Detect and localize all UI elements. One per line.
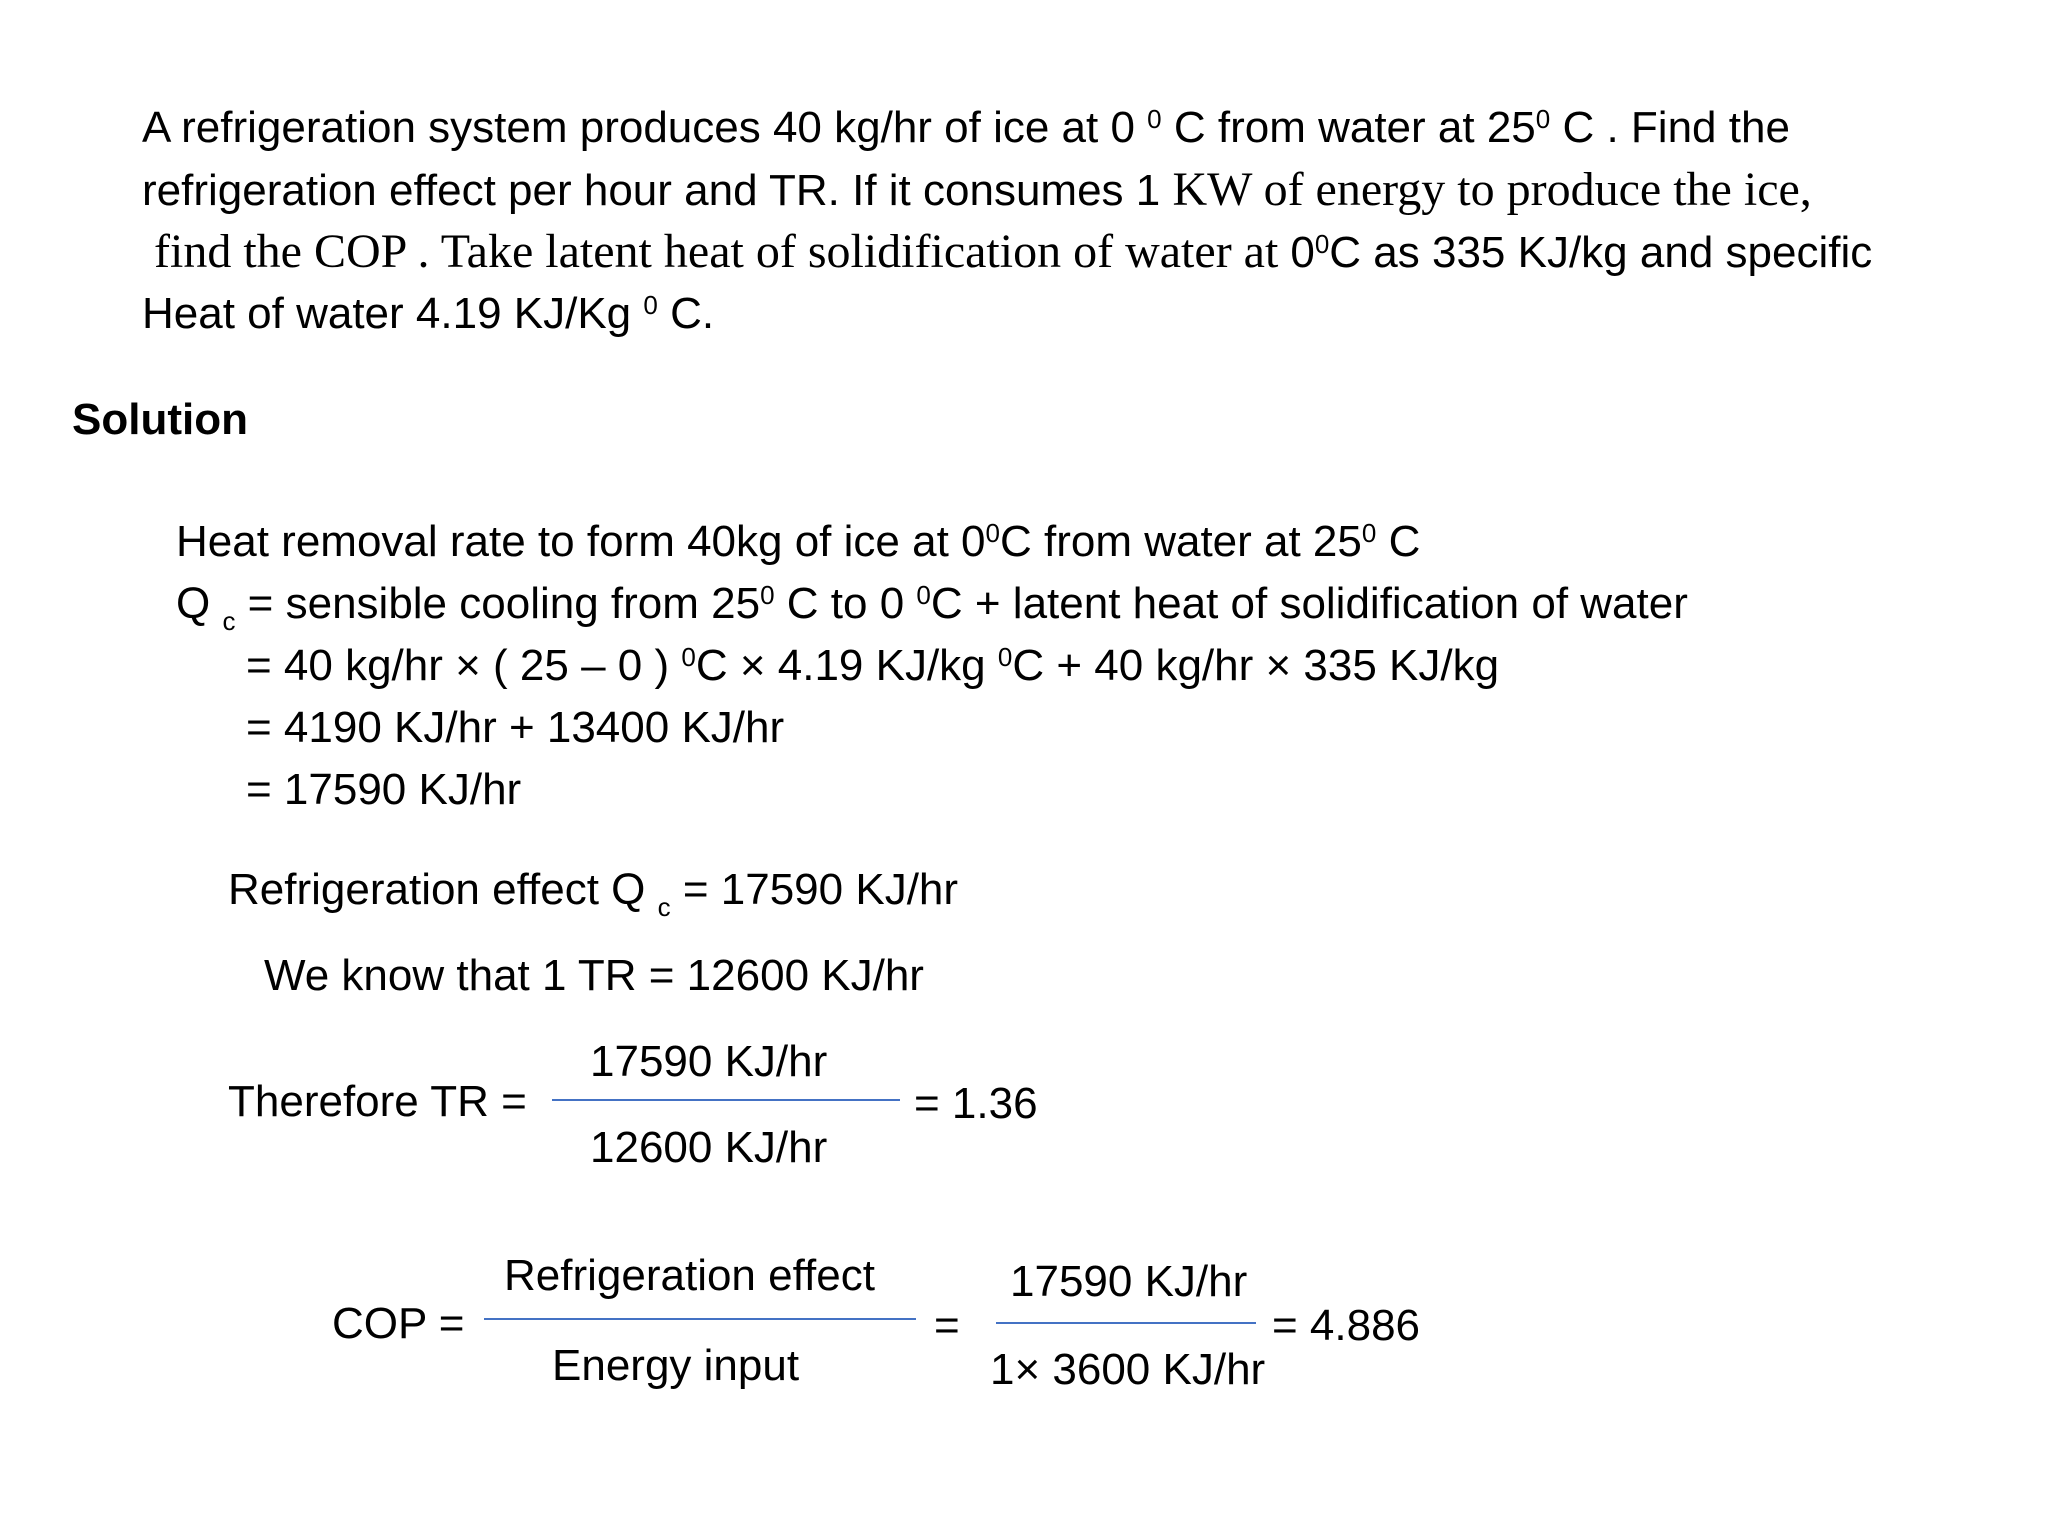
solution-text: C + latent heat of solidification of water <box>930 579 1688 628</box>
solution-line-2 <box>176 576 1688 637</box>
degree-superscript: 0 <box>1361 518 1377 548</box>
solution-text: C × 4.19 KJ/kg <box>695 641 998 690</box>
problem-text-serif: find the COP . Take latent heat of solidification of water at <box>154 225 1291 278</box>
degree-superscript: 0 <box>681 642 696 672</box>
solution-text: C + 40 kg/hr × 335 KJ/kg <box>1012 641 1500 690</box>
cop-label: COP = <box>332 1299 465 1348</box>
problem-line-2 <box>142 162 1812 219</box>
refrig-effect-text: = 17590 KJ/hr <box>670 865 959 914</box>
problem-text-serif: KW of energy to produce the ice, <box>1172 163 1812 216</box>
solution-text: Q <box>176 579 223 628</box>
degree-superscript: 0 <box>1314 229 1330 259</box>
degree-superscript: 0 <box>916 580 931 610</box>
cop-fraction-bar-2 <box>996 1322 1256 1324</box>
cop-numerator-1: Refrigeration effect <box>504 1251 875 1300</box>
degree-superscript: 0 <box>985 518 1000 548</box>
degree-superscript: 0 <box>760 580 775 610</box>
refrig-effect-text: Refrigeration effect Q <box>228 865 658 914</box>
cop-denominator-1: Energy input <box>552 1341 800 1390</box>
refrigeration-effect-line <box>228 862 958 923</box>
tr-numerator: 17590 KJ/hr <box>590 1037 828 1086</box>
solution-text: C from water at 25 <box>999 517 1362 566</box>
solution-heading: Solution <box>72 395 248 444</box>
cop-result: = 4.886 <box>1272 1301 1421 1350</box>
cop-denominator-2: 1× 3600 KJ/hr <box>990 1345 1266 1394</box>
degree-superscript: 0 <box>1535 104 1551 134</box>
problem-text: C . Find the <box>1550 103 1790 152</box>
cop-fraction-bar-1 <box>484 1318 916 1320</box>
tr-label: Therefore TR = <box>228 1077 527 1126</box>
problem-line-3 <box>154 224 1872 286</box>
solution-text: C to 0 <box>774 579 917 628</box>
tr-denominator: 12600 KJ/hr <box>590 1123 828 1172</box>
cop-numerator-2: 17590 KJ/hr <box>1010 1257 1248 1306</box>
solution-text: = sensible cooling from 25 <box>235 579 761 628</box>
solution-text: C <box>1376 517 1421 566</box>
degree-superscript: 0 <box>997 642 1013 672</box>
solution-line-3 <box>246 638 1499 699</box>
degree-superscript: 0 <box>643 290 658 320</box>
tr-definition-line: We know that 1 TR = 12600 KJ/hr <box>264 951 924 1000</box>
subscript-c: c <box>657 892 671 922</box>
problem-text: C as 335 KJ/kg and specific <box>1329 228 1873 277</box>
tr-result: = 1.36 <box>914 1079 1038 1128</box>
cop-equals: = <box>934 1301 960 1350</box>
problem-text: C from water at 25 <box>1161 103 1536 152</box>
tr-fraction-bar <box>552 1099 900 1101</box>
subscript-c: c <box>222 606 236 636</box>
solution-line-5: = 17590 KJ/hr <box>246 765 522 814</box>
solution-line-4: = 4190 KJ/hr + 13400 KJ/hr <box>246 703 785 752</box>
problem-text: 0 <box>1290 228 1315 277</box>
degree-superscript: 0 <box>1147 104 1162 134</box>
solution-line-1 <box>176 514 1420 575</box>
solution-text: Heat removal rate to form 40kg of ice at 0 <box>176 517 986 566</box>
problem-line-4 <box>142 286 714 347</box>
solution-text: = 40 kg/hr × ( 25 – 0 ) <box>246 641 682 690</box>
problem-text: C. <box>657 289 715 338</box>
problem-text: A refrigeration system produces 40 kg/hr of ice at 0 <box>142 103 1148 152</box>
problem-text: refrigeration effect per hour and TR. If it consumes 1 <box>142 166 1173 215</box>
problem-line-1 <box>142 100 1790 161</box>
problem-text: Heat of water 4.19 KJ/Kg <box>142 289 644 338</box>
